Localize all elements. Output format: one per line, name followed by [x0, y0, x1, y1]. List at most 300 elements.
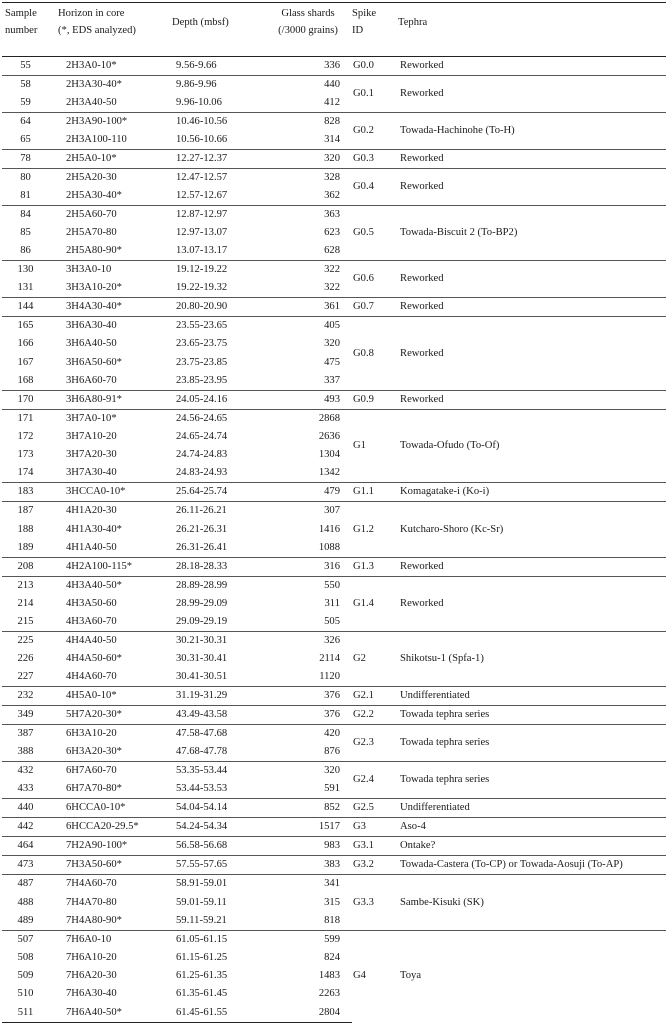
horizon-cell: 6HCCA20-29.5* [58, 818, 172, 837]
tephra-cell: Towada-Ofudo (To-Of) [398, 409, 666, 483]
horizon-cell: 2H5A80-90* [66, 245, 122, 257]
depth-cell: 30.41-30.51 [176, 671, 228, 683]
sample-number-cell: 81 [20, 190, 31, 201]
depth-cell: 61.05-61.15 [172, 930, 264, 949]
sample-number-cell: 510 [17, 988, 34, 1000]
horizon-cell: 3H6A40-50 [66, 338, 117, 350]
sample-number-cell: 489 [17, 914, 34, 926]
glass-shards-cell: 322 [264, 261, 352, 280]
horizon-cell: 4H1A40-50 [66, 541, 117, 553]
tephra-cell: Toya [398, 930, 666, 1022]
header-depth [172, 3, 264, 57]
horizon-cell: 6H7A70-80* [66, 783, 122, 795]
horizon-cell: 5H7A20-30* [58, 706, 172, 725]
depth-cell: 24.05-24.16 [172, 390, 264, 409]
depth-cell: 10.56-10.66 [176, 134, 228, 145]
sample-number-cell: 488 [17, 896, 34, 908]
glass-shards-cell: 337 [324, 374, 340, 386]
header-spike-id-line2: ID [352, 25, 364, 36]
horizon-cell: 7H6A40-50* [58, 1004, 172, 1023]
depth-cell: 30.31-30.41 [176, 653, 228, 665]
depth-cell: 28.99-29.09 [176, 597, 228, 609]
glass-shards-cell: 383 [264, 856, 352, 875]
depth-cell: 31.19-31.29 [172, 687, 264, 706]
sample-number-cell: 64 [2, 113, 58, 132]
sample-number-cell: 170 [2, 390, 58, 409]
table-header [2, 3, 666, 57]
sample-number-cell: 144 [2, 298, 58, 317]
glass-shards-cell: 362 [324, 190, 340, 201]
tephra-cell: Reworked [398, 169, 666, 206]
glass-shards-cell: 599 [264, 930, 352, 949]
sample-number-cell: 433 [17, 783, 34, 795]
table-row [2, 687, 666, 706]
tephra-cell: Reworked [398, 150, 666, 169]
glass-shards-cell: 493 [264, 390, 352, 409]
glass-shards-cell: 440 [264, 76, 352, 95]
horizon-cell: 2H3A40-50 [66, 97, 117, 108]
glass-shards-cell: 405 [264, 317, 352, 336]
horizon-cell: 2H3A30-40* [58, 76, 172, 95]
horizon-cell: 4H2A100-115* [58, 557, 172, 576]
spike-id-cell: G2.2 [352, 706, 398, 725]
spike-id-cell: G0.7 [352, 298, 398, 317]
sample-number-cell: 227 [17, 671, 34, 683]
spike-id-cell: G2.5 [352, 799, 398, 818]
glass-shards-cell: 475 [324, 356, 340, 368]
spike-id-cell: G4 [352, 930, 398, 1022]
sample-number-cell: 473 [2, 856, 58, 875]
tephra-cell: Reworked [398, 390, 666, 409]
header-horizon-line1: Horizon in core [58, 8, 125, 19]
sample-number-cell: 65 [20, 134, 31, 145]
spike-id-cell: G0.6 [352, 261, 398, 298]
depth-cell: 26.11-26.21 [172, 502, 264, 521]
table-row [2, 57, 666, 76]
depth-cell: 23.55-23.65 [172, 317, 264, 336]
spike-id-cell: G3.2 [352, 856, 398, 875]
sample-number-cell: 215 [17, 616, 34, 628]
sample-number-cell: 225 [2, 632, 58, 651]
sample-number-cell: 487 [2, 875, 58, 894]
glass-shards-cell: 876 [324, 746, 340, 758]
spike-id-cell: G2.4 [352, 762, 398, 799]
depth-cell: 23.85-23.95 [176, 374, 228, 386]
horizon-cell: 7H6A20-30 [66, 970, 117, 982]
sample-number-cell: 508 [17, 951, 34, 963]
glass-shards-cell: 2868 [264, 409, 352, 428]
depth-cell: 20.80-20.90 [172, 298, 264, 317]
glass-shards-cell: 320 [264, 762, 352, 781]
spike-id-cell: G2.3 [352, 725, 398, 762]
table-row [2, 76, 666, 95]
glass-shards-cell: 320 [264, 150, 352, 169]
tephra-cell: Towada tephra series [398, 762, 666, 799]
horizon-cell: 2H3A100-110 [66, 134, 127, 145]
header-sample-number-line2: number [5, 25, 38, 36]
horizon-cell: 3H7A30-40 [66, 467, 117, 479]
depth-cell: 12.97-13.07 [176, 227, 228, 239]
depth-cell: 12.47-12.57 [172, 169, 264, 188]
sample-number-cell: 165 [2, 317, 58, 336]
horizon-cell: 4H3A60-70 [66, 616, 117, 628]
sample-number-cell: 388 [17, 746, 34, 758]
sample-number-cell: 442 [2, 818, 58, 837]
spike-id-cell: G2.1 [352, 687, 398, 706]
glass-shards-cell: 505 [324, 616, 340, 628]
glass-shards-cell: 376 [264, 687, 352, 706]
glass-shards-cell: 1120 [319, 671, 340, 683]
sample-number-cell: 130 [2, 261, 58, 280]
table-row [2, 113, 666, 132]
horizon-cell: 7H6A30-40 [66, 988, 117, 1000]
depth-cell: 25.64-25.74 [172, 483, 264, 502]
depth-cell: 9.96-10.06 [176, 97, 222, 108]
sample-number-cell: 171 [2, 409, 58, 428]
horizon-cell: 3H7A10-20 [66, 431, 117, 443]
depth-cell: 9.86-9.96 [172, 76, 264, 95]
depth-cell: 13.07-13.17 [176, 245, 228, 257]
table-row [2, 632, 666, 651]
horizon-cell: 2H5A30-40* [66, 190, 122, 201]
sample-number-cell: 511 [2, 1004, 58, 1023]
table-row [2, 409, 666, 428]
horizon-cell: 7H6A0-10 [58, 930, 172, 949]
sample-number-cell: 78 [2, 150, 58, 169]
sample-number-cell: 58 [2, 76, 58, 95]
horizon-cell: 2H5A20-30 [58, 169, 172, 188]
tephra-cell: Towada tephra series [398, 706, 666, 725]
spike-id-cell: G3 [352, 818, 398, 837]
horizon-cell: 3H6A30-40 [58, 317, 172, 336]
tephra-cell: Ontake? [398, 837, 666, 856]
sample-number-cell: 226 [17, 653, 34, 665]
table-row [2, 875, 666, 894]
tephra-cell: Reworked [398, 317, 666, 391]
table-row [2, 298, 666, 317]
glass-shards-cell: 628 [324, 245, 340, 257]
glass-shards-cell: 824 [324, 951, 340, 963]
depth-cell: 19.12-19.22 [172, 261, 264, 280]
sample-number-cell: 509 [17, 970, 34, 982]
horizon-cell: 2H5A70-80 [66, 227, 117, 239]
header-spike-id-line1: Spike [352, 8, 377, 19]
header-horizon [58, 3, 172, 57]
header-sample-number-line1: Sample [5, 8, 37, 19]
tephra-cell: Towada tephra series [398, 725, 666, 762]
sample-number-cell: 166 [17, 338, 34, 350]
depth-cell: 54.24-54.34 [172, 818, 264, 837]
glass-shards-cell: 550 [264, 576, 352, 595]
table-row [2, 576, 666, 595]
table-row [2, 169, 666, 188]
header-spike-id [352, 3, 398, 57]
depth-cell: 56.58-56.68 [172, 837, 264, 856]
sample-number-cell: 464 [2, 837, 58, 856]
glass-shards-cell: 479 [264, 483, 352, 502]
horizon-cell: 2H3A90-100* [58, 113, 172, 132]
table-row [2, 483, 666, 502]
spike-id-cell: G1.3 [352, 557, 398, 576]
glass-shards-cell: 591 [324, 783, 340, 795]
depth-cell: 59.01-59.11 [176, 896, 227, 908]
spike-id-cell: G0.3 [352, 150, 398, 169]
table-row [2, 856, 666, 875]
glass-shards-cell: 311 [324, 597, 340, 609]
glass-shards-cell: 322 [324, 282, 340, 294]
sample-number-cell: 174 [17, 467, 34, 479]
header-depth-label: Depth (mbsf) [172, 17, 229, 28]
spike-id-cell: G1.4 [352, 576, 398, 631]
glass-shards-cell: 363 [264, 206, 352, 225]
sample-number-cell: 213 [2, 576, 58, 595]
tephra-cell: Undifferentiated [398, 687, 666, 706]
sample-number-cell: 188 [17, 523, 34, 535]
horizon-cell: 4H4A50-60* [66, 653, 122, 665]
table-row [2, 557, 666, 576]
sample-number-cell: 85 [20, 227, 31, 239]
sample-number-cell: 183 [2, 483, 58, 502]
horizon-cell: 3H3A10-20* [66, 282, 122, 294]
depth-cell: 30.21-30.31 [172, 632, 264, 651]
table-row [2, 725, 666, 744]
depth-cell: 29.09-29.19 [176, 616, 228, 628]
table-row [2, 706, 666, 725]
horizon-cell: 7H2A90-100* [58, 837, 172, 856]
depth-cell: 61.15-61.25 [176, 951, 228, 963]
horizon-cell: 4H1A20-30 [58, 502, 172, 521]
sample-number-cell: 86 [20, 245, 31, 257]
depth-cell: 53.35-53.44 [172, 762, 264, 781]
depth-cell: 28.89-28.99 [172, 576, 264, 595]
table-row [2, 390, 666, 409]
tephra-cell: Reworked [398, 557, 666, 576]
depth-cell: 23.75-23.85 [176, 356, 228, 368]
depth-cell: 61.25-61.35 [176, 970, 228, 982]
table-row [2, 762, 666, 781]
glass-shards-cell: 412 [324, 97, 340, 108]
horizon-cell: 3H6A60-70 [66, 374, 117, 386]
glass-shards-cell: 2804 [264, 1004, 352, 1023]
depth-cell: 24.65-24.74 [176, 431, 228, 443]
glass-shards-cell: 420 [264, 725, 352, 744]
glass-shards-cell: 315 [324, 896, 340, 908]
horizon-cell: 6HCCA0-10* [58, 799, 172, 818]
header-horizon-line2: (*, EDS analyzed) [58, 25, 136, 36]
table-row [2, 818, 666, 837]
depth-cell: 10.46-10.56 [172, 113, 264, 132]
horizon-cell: 3H6A50-60* [66, 356, 122, 368]
horizon-cell: 3H3A0-10 [58, 261, 172, 280]
spike-id-cell: G0.4 [352, 169, 398, 206]
header-glass-shards-line1: Glass shards [281, 8, 335, 19]
horizon-cell: 3H4A30-40* [58, 298, 172, 317]
sample-number-cell: 173 [17, 449, 34, 461]
depth-cell: 24.83-24.93 [176, 467, 228, 479]
horizon-cell: 4H3A40-50* [58, 576, 172, 595]
depth-cell: 58.91-59.01 [172, 875, 264, 894]
sample-number-cell: 208 [2, 557, 58, 576]
depth-cell: 57.55-57.65 [172, 856, 264, 875]
horizon-cell: 4H4A40-50 [58, 632, 172, 651]
glass-shards-cell: 336 [324, 60, 340, 71]
sample-number-cell: 55 [20, 60, 31, 71]
sample-number-cell: 84 [2, 206, 58, 225]
glass-shards-cell: 326 [264, 632, 352, 651]
horizon-cell: 7H4A60-70 [58, 875, 172, 894]
tephra-table-document [2, 2, 666, 1023]
sample-number-cell: 167 [17, 356, 34, 368]
horizon-cell: 3H6A80-91* [58, 390, 172, 409]
horizon-cell: 7H3A50-60* [58, 856, 172, 875]
glass-shards-cell: 983 [264, 837, 352, 856]
horizon-cell: 7H4A70-80 [66, 896, 117, 908]
glass-shards-cell: 828 [264, 113, 352, 132]
sample-number-cell: 214 [17, 597, 34, 609]
glass-shards-cell: 1517 [264, 818, 352, 837]
table-row [2, 317, 666, 336]
glass-shards-cell: 1088 [318, 541, 340, 553]
tephra-cell: Sambe-Kisuki (SK) [398, 875, 666, 930]
glass-shards-cell: 2114 [319, 653, 340, 665]
tephra-cell: Shikotsu-1 (Spfa-1) [398, 632, 666, 687]
depth-cell: 12.27-12.37 [172, 150, 264, 169]
depth-cell: 12.57-12.67 [176, 190, 228, 201]
sample-number-cell: 387 [2, 725, 58, 744]
glass-shards-cell: 361 [264, 298, 352, 317]
horizon-cell: 7H4A80-90* [66, 914, 122, 926]
glass-shards-cell: 376 [264, 706, 352, 725]
glass-shards-cell: 818 [324, 914, 340, 926]
tephra-cell: Towada-Hachinohe (To-H) [398, 113, 666, 150]
glass-shards-cell: 1342 [318, 467, 340, 479]
sample-number-cell: 440 [2, 799, 58, 818]
tephra-cell: Undifferentiated [398, 799, 666, 818]
depth-cell: 43.49-43.58 [172, 706, 264, 725]
header-glass-shards [264, 3, 352, 57]
spike-id-cell: G3.1 [352, 837, 398, 856]
depth-cell: 26.31-26.41 [176, 541, 228, 553]
table-body [2, 57, 666, 1023]
tephra-cell: Towada-Castera (To-CP) or Towada-Aosuji (To-AP) [398, 856, 666, 875]
table-row [2, 261, 666, 280]
horizon-cell: 6H3A10-20 [58, 725, 172, 744]
spike-id-cell: G1 [352, 409, 398, 483]
depth-cell: 59.11-59.21 [176, 914, 227, 926]
horizon-cell: 2H5A0-10* [58, 150, 172, 169]
glass-shards-cell: 1416 [318, 523, 340, 535]
header-tephra-label: Tephra [398, 17, 428, 28]
horizon-cell: 4H1A30-40* [66, 523, 122, 535]
tephra-cell: Reworked [398, 76, 666, 113]
glass-shards-cell: 1483 [318, 970, 340, 982]
tephra-cell: Reworked [398, 576, 666, 631]
table-row [2, 150, 666, 169]
horizon-cell: 3H7A0-10* [58, 409, 172, 428]
depth-cell: 9.56-9.66 [176, 60, 217, 71]
glass-shards-cell: 328 [264, 169, 352, 188]
depth-cell: 61.45-61.55 [172, 1004, 264, 1023]
tephra-cell: Kutcharo-Shoro (Kc-Sr) [398, 502, 666, 557]
table-row [2, 502, 666, 521]
glass-shards-cell: 307 [264, 502, 352, 521]
glass-shards-cell: 341 [264, 875, 352, 894]
tephra-cell: Towada-Biscuit 2 (To-BP2) [398, 206, 666, 261]
table-row [2, 837, 666, 856]
table-row [2, 206, 666, 225]
sample-number-cell: 59 [20, 97, 31, 108]
horizon-cell: 6H7A60-70 [58, 762, 172, 781]
depth-cell: 24.74-24.83 [176, 449, 228, 461]
depth-cell: 23.65-23.75 [176, 338, 228, 350]
spike-id-cell: G2 [352, 632, 398, 687]
horizon-cell: 4H5A0-10* [58, 687, 172, 706]
tephra-cell: Komagatake-i (Ko-i) [398, 483, 666, 502]
sample-number-cell: 131 [17, 282, 34, 294]
tephra-cell: Reworked [398, 298, 666, 317]
horizon-cell: 3HCCA0-10* [58, 483, 172, 502]
depth-cell: 12.87-12.97 [172, 206, 264, 225]
glass-shards-cell: 1304 [318, 449, 340, 461]
header-tephra [398, 3, 666, 57]
table-row [2, 930, 666, 949]
horizon-cell: 6H3A20-30* [66, 746, 122, 758]
horizon-cell: 2H3A0-10* [66, 60, 117, 71]
glass-shards-cell: 2636 [318, 431, 340, 443]
sample-number-cell: 432 [2, 762, 58, 781]
tephra-table [2, 2, 666, 1023]
spike-id-cell: G0.9 [352, 390, 398, 409]
spike-id-cell: G1.1 [352, 483, 398, 502]
sample-number-cell: 80 [2, 169, 58, 188]
depth-cell: 54.04-54.14 [172, 799, 264, 818]
table-row [2, 799, 666, 818]
horizon-cell: 4H4A60-70 [66, 671, 117, 683]
spike-id-cell: G0.0 [353, 60, 374, 71]
header-sample-number [2, 3, 58, 57]
spike-id-cell: G0.2 [352, 113, 398, 150]
depth-cell: 28.18-28.33 [172, 557, 264, 576]
spike-id-cell: G0.5 [352, 206, 398, 261]
depth-cell: 47.58-47.68 [172, 725, 264, 744]
sample-number-cell: 172 [17, 431, 34, 443]
spike-id-cell: G3.3 [352, 875, 398, 930]
spike-id-cell: G1.2 [352, 502, 398, 557]
tephra-cell: Reworked [400, 60, 444, 71]
tephra-cell: Aso-4 [398, 818, 666, 837]
depth-cell: 61.35-61.45 [176, 988, 228, 1000]
horizon-cell: 2H5A60-70 [58, 206, 172, 225]
horizon-cell: 7H6A10-20 [66, 951, 117, 963]
sample-number-cell: 168 [17, 374, 34, 386]
glass-shards-cell: 2263 [318, 988, 340, 1000]
sample-number-cell: 232 [2, 687, 58, 706]
glass-shards-cell: 623 [324, 227, 340, 239]
sample-number-cell: 349 [2, 706, 58, 725]
glass-shards-cell: 316 [264, 557, 352, 576]
depth-cell: 26.21-26.31 [176, 523, 228, 535]
glass-shards-cell: 320 [324, 338, 340, 350]
sample-number-cell: 189 [17, 541, 34, 553]
sample-number-cell: 187 [2, 502, 58, 521]
depth-cell: 53.44-53.53 [176, 783, 228, 795]
spike-id-cell: G0.8 [352, 317, 398, 391]
horizon-cell: 3H7A20-30 [66, 449, 117, 461]
spike-id-cell: G0.1 [352, 76, 398, 113]
depth-cell: 19.22-19.32 [176, 282, 228, 294]
glass-shards-cell: 314 [324, 134, 340, 145]
depth-cell: 24.56-24.65 [172, 409, 264, 428]
